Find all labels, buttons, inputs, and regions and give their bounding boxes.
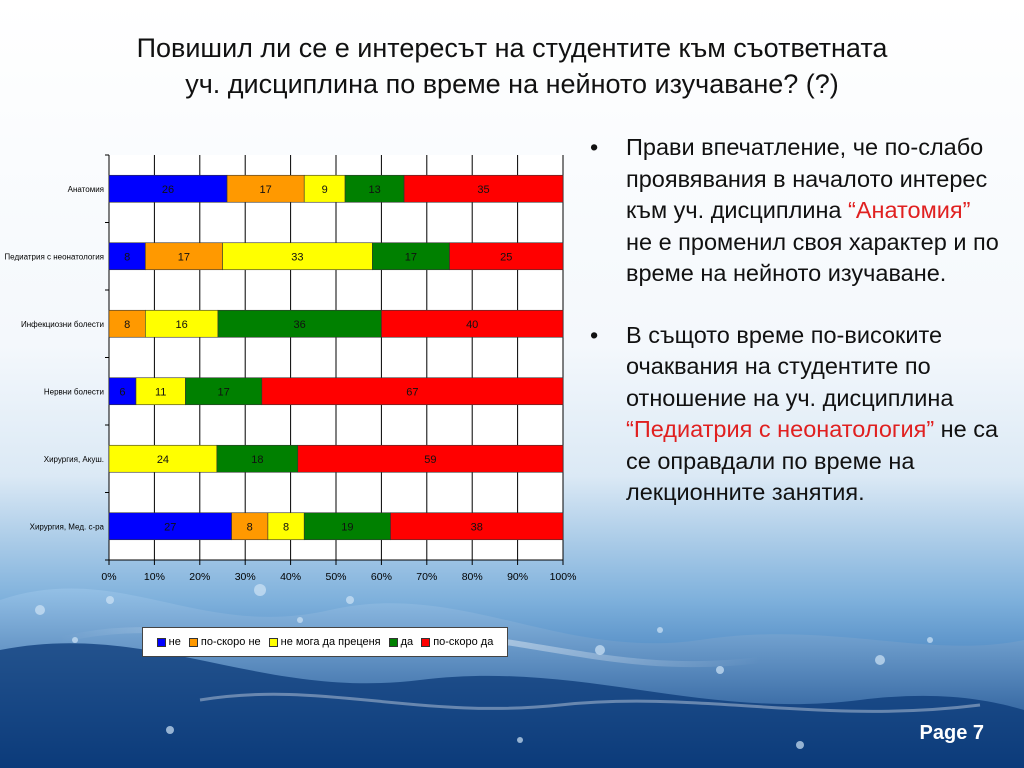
y-category-label: Педиатрия с неонатология	[4, 252, 104, 262]
bar-data-label: 25	[500, 251, 513, 264]
bar-data-label: 17	[177, 251, 191, 264]
bar-data-label: 67	[406, 386, 419, 399]
bar-data-label: 8	[124, 318, 131, 331]
bar-data-label: 59	[424, 453, 437, 466]
legend-swatch	[421, 638, 430, 647]
x-tick-label: 70%	[416, 571, 438, 583]
bar-data-label: 38	[470, 521, 483, 534]
x-tick-label: 90%	[507, 571, 529, 583]
bullet-highlight: “Анатомия”	[848, 197, 971, 223]
legend-item	[389, 636, 414, 648]
stacked-bar-chart	[0, 150, 580, 620]
bar-data-label: 18	[251, 453, 264, 466]
x-tick-label: 50%	[325, 571, 347, 583]
bullet-text-before: В същото време по-високите очаквания на студентите по отношение на уч. дисциплина	[626, 321, 954, 411]
bullet-text-after: не са се оправдали по време на лекционните занятия.	[626, 416, 999, 505]
bullet-item	[590, 320, 1000, 509]
bar-data-label: 33	[291, 251, 304, 264]
x-tick-label: 60%	[370, 571, 392, 583]
x-tick-label: 80%	[461, 571, 483, 583]
bullet-text-after: не е променил своя характер и по време на нейното изучаване.	[626, 228, 999, 286]
y-category-label: Хирургия, Акуш.	[43, 454, 104, 464]
bar-data-label: 8	[246, 521, 253, 534]
x-tick-label: 10%	[143, 571, 165, 583]
legend-swatch	[269, 638, 278, 647]
bar-data-label: 19	[341, 521, 354, 534]
bullet-highlight: “Педиатрия с неонатология”	[626, 416, 935, 442]
y-category-label: Анатомия	[67, 184, 104, 194]
bullet-marker: •	[590, 321, 599, 348]
bullet-text	[626, 132, 1000, 290]
y-category-label: Хирургия, Мед. с-ра	[29, 522, 104, 532]
y-category-label: Нервни болести	[43, 387, 104, 397]
page-number: Page 7	[919, 722, 984, 744]
bar-data-label: 17	[404, 251, 418, 264]
bullet-item	[590, 132, 1000, 290]
bar-data-label: 24	[156, 453, 170, 466]
x-tick-label: 40%	[280, 571, 302, 583]
legend-swatch	[389, 638, 398, 647]
legend-item	[269, 636, 381, 648]
bar-data-label: 17	[217, 386, 230, 399]
bar-data-label: 8	[282, 521, 290, 534]
bar-data-label: 26	[161, 183, 175, 196]
bar-data-label: 35	[477, 183, 490, 196]
bar-data-label: 17	[259, 183, 272, 196]
x-tick-label: 30%	[234, 571, 256, 583]
bar-data-label: 9	[321, 183, 328, 196]
bullet-list	[590, 132, 1000, 539]
bar-data-label: 11	[154, 386, 167, 399]
legend-item	[421, 636, 493, 648]
x-tick-label: 0%	[101, 571, 117, 583]
slide-title	[40, 30, 984, 102]
x-tick-label: 20%	[189, 571, 211, 583]
slide-title-line-1: Повишил ли се е интересът на студентите към съответната	[136, 33, 888, 63]
legend-label: не	[168, 636, 181, 648]
bar-data-label: 16	[175, 318, 188, 331]
y-category-label: Инфекциозни болести	[21, 319, 104, 329]
bar-data-label: 8	[124, 251, 131, 264]
legend-label: по-скоро да	[433, 636, 494, 648]
bullet-text	[626, 320, 1000, 509]
legend-label: да	[400, 636, 414, 648]
bar-data-label: 13	[368, 183, 381, 196]
bar-data-label: 36	[293, 318, 306, 331]
legend-item	[157, 636, 181, 648]
legend-label: по-скоро не	[200, 636, 261, 648]
bar-data-label: 27	[164, 521, 177, 534]
legend-item	[189, 636, 261, 648]
x-tick-label: 100%	[549, 571, 577, 583]
legend-swatch	[189, 638, 198, 647]
slide-title-line-2: уч. дисциплина по време на нейното изучаване? (?)	[185, 69, 839, 99]
bar-data-label: 6	[119, 386, 126, 399]
legend-label: не мога да преценя	[280, 636, 381, 648]
legend-swatch	[157, 638, 166, 647]
bullet-text-before: Прави впечатление, че по-слабо проявявания в началото интерес към уч. дисциплина	[626, 134, 988, 223]
chart-legend	[142, 627, 508, 657]
bar-data-label: 40	[466, 318, 479, 331]
bullet-marker: •	[590, 134, 599, 160]
